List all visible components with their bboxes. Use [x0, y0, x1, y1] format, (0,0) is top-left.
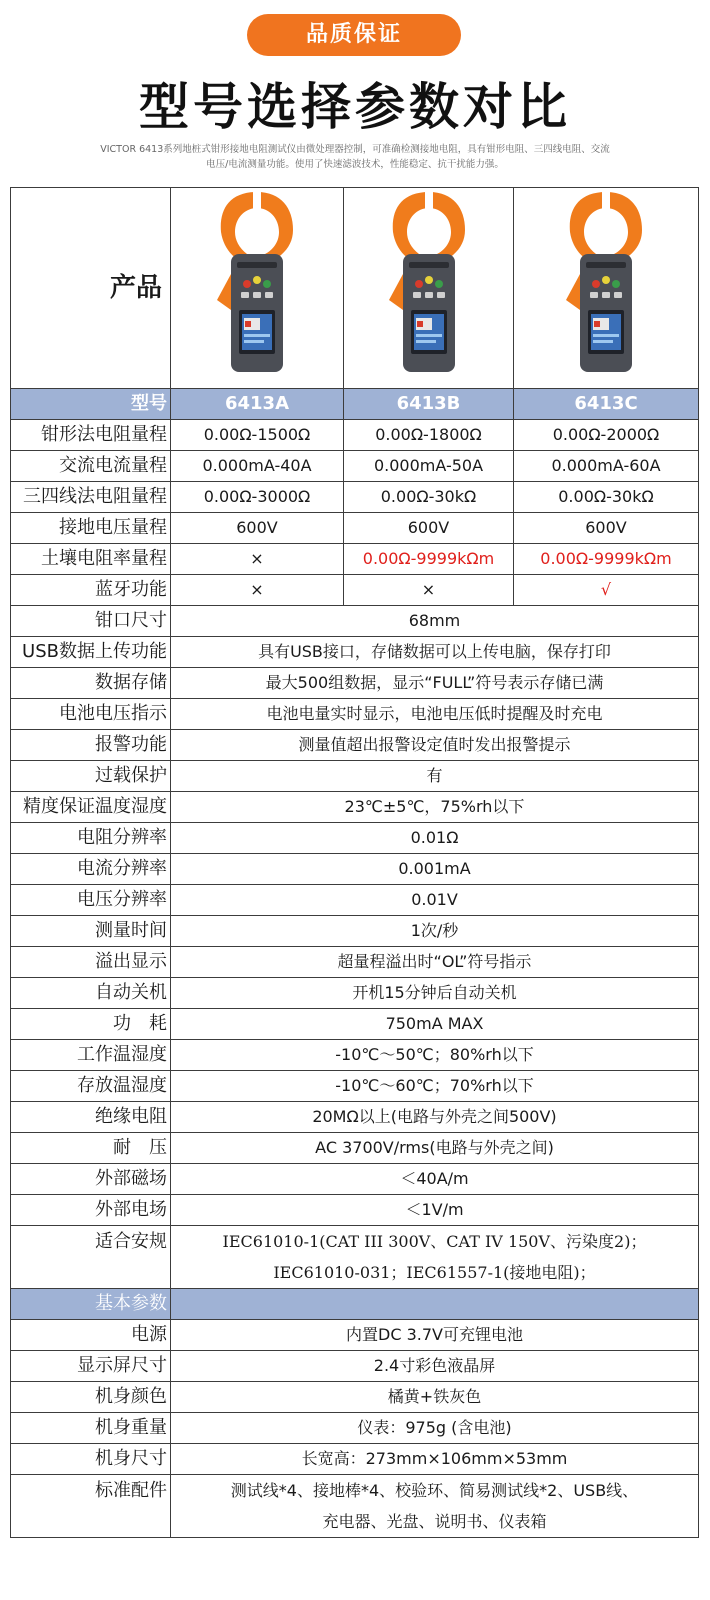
spec-value: 0.000mA-40A — [171, 451, 344, 482]
spec-value: 0.01V — [171, 885, 699, 916]
spec-value: 0.00Ω-2000Ω — [514, 420, 699, 451]
spec-row — [11, 668, 699, 699]
spec-label: 数据存储 — [11, 668, 171, 699]
spec-row — [11, 854, 699, 885]
product-image-6413a — [171, 188, 344, 389]
spec-value: 最大500组数据，显示“FULL”符号表示存储已满 — [171, 668, 699, 699]
spec-value: × — [344, 575, 514, 606]
spec-row — [11, 916, 699, 947]
spec-label: 蓝牙功能 — [11, 575, 171, 606]
spec-value: 0.00Ω-1800Ω — [344, 420, 514, 451]
spec-row — [11, 1133, 699, 1164]
spec-row — [11, 1382, 699, 1413]
clamp-meter-illustration — [556, 188, 656, 388]
spec-value: 2.4寸彩色液晶屏 — [171, 1351, 699, 1382]
accessories-row — [11, 1475, 699, 1538]
spec-value: 0.00Ω-9999kΩm — [514, 544, 699, 575]
spec-value: 20MΩ以上(电路与外壳之间500V) — [171, 1102, 699, 1133]
clamp-meter-illustration — [379, 188, 479, 388]
spec-label: 标准配件 — [11, 1475, 171, 1538]
spec-label: 机身尺寸 — [11, 1444, 171, 1475]
intro-line-2: 电压/电流测量功能。使用了快速滤波技术，性能稳定、抗干扰能力强。 — [206, 159, 504, 170]
spec-value: 长宽高：273mm×106mm×53mm — [171, 1444, 699, 1475]
spec-value: -10℃～50℃；80%rh以下 — [171, 1040, 699, 1071]
spec-label: 绝缘电阻 — [11, 1102, 171, 1133]
spec-row — [11, 699, 699, 730]
spec-value: 600V — [171, 513, 344, 544]
product-label: 产品 — [11, 188, 171, 389]
spec-row — [11, 1040, 699, 1071]
spec-label: 电池电压指示 — [11, 699, 171, 730]
spec-value: 0.00Ω-1500Ω — [171, 420, 344, 451]
spec-label: 精度保证温度湿度 — [11, 792, 171, 823]
spec-label: USB数据上传功能 — [11, 637, 171, 668]
spec-row — [11, 1164, 699, 1195]
spec-label: 交流电流量程 — [11, 451, 171, 482]
spec-label: 接地电压量程 — [11, 513, 171, 544]
spec-row — [11, 451, 699, 482]
safety-line: IEC61010-1(CAT III 300V、CAT IV 150V、污染度2)； — [222, 1232, 647, 1251]
spec-row — [11, 575, 699, 606]
model-row — [11, 389, 699, 420]
spec-label: 电源 — [11, 1320, 171, 1351]
spec-label: 报警功能 — [11, 730, 171, 761]
spec-value: 0.001mA — [171, 854, 699, 885]
spec-value: 1次/秒 — [171, 916, 699, 947]
spec-value: 23℃±5℃，75%rh以下 — [171, 792, 699, 823]
spec-row — [11, 730, 699, 761]
spec-value: 测量值超出报警设定值时发出报警提示 — [171, 730, 699, 761]
spec-label: 功 耗 — [11, 1009, 171, 1040]
accessory-line: 充电器、光盘、说明书、仪表箱 — [322, 1512, 547, 1531]
spec-row — [11, 823, 699, 854]
model-cell: 6413A — [171, 389, 344, 420]
spec-label: 溢出显示 — [11, 947, 171, 978]
spec-value: 0.00Ω-30kΩ — [514, 482, 699, 513]
spec-value: 橘黄+铁灰色 — [171, 1382, 699, 1413]
spec-value: 0.00Ω-30kΩ — [344, 482, 514, 513]
spec-value: 0.000mA-50A — [344, 451, 514, 482]
spec-label: 电阻分辨率 — [11, 823, 171, 854]
spec-row — [11, 544, 699, 575]
spec-row — [11, 1009, 699, 1040]
spec-value: × — [171, 575, 344, 606]
spec-label: 自动关机 — [11, 978, 171, 1009]
spec-label: 三四线法电阻量程 — [11, 482, 171, 513]
spec-value: 0.01Ω — [171, 823, 699, 854]
section-header: 基本参数 — [11, 1289, 171, 1320]
product-row — [11, 188, 699, 389]
spec-row — [11, 978, 699, 1009]
spec-value: 超量程溢出时“OL”符号指示 — [171, 947, 699, 978]
spec-table — [10, 187, 699, 1538]
spec-value: 有 — [171, 761, 699, 792]
model-label: 型号 — [11, 389, 171, 420]
spec-label: 存放温湿度 — [11, 1071, 171, 1102]
spec-label: 机身重量 — [11, 1413, 171, 1444]
safety-row — [11, 1226, 699, 1289]
spec-row — [11, 1351, 699, 1382]
spec-value — [171, 1475, 699, 1538]
spec-label: 机身颜色 — [11, 1382, 171, 1413]
spec-value: -10℃～60℃；70%rh以下 — [171, 1071, 699, 1102]
spec-label: 过载保护 — [11, 761, 171, 792]
spec-value: ＜1V/m — [171, 1195, 699, 1226]
product-image-6413b — [344, 188, 514, 389]
spec-row — [11, 947, 699, 978]
spec-label: 显示屏尺寸 — [11, 1351, 171, 1382]
spec-row — [11, 420, 699, 451]
spec-value: 开机15分钟后自动关机 — [171, 978, 699, 1009]
product-image-6413c — [514, 188, 699, 389]
spec-label: 外部电场 — [11, 1195, 171, 1226]
intro-line-1: VICTOR 6413系列地桩式钳形接地电阻测试仪由微处理器控制，可准确检测接地电阻，具有钳形电阻、三四线电阻、交流 — [100, 144, 610, 155]
spec-value: 600V — [344, 513, 514, 544]
spec-value: 0.000mA-60A — [514, 451, 699, 482]
spec-value: ＜40A/m — [171, 1164, 699, 1195]
spec-value: 0.00Ω-9999kΩm — [344, 544, 514, 575]
spec-value: 仪表：975g (含电池) — [171, 1413, 699, 1444]
model-cell: 6413C — [514, 389, 699, 420]
spec-row — [11, 1320, 699, 1351]
accessory-line: 测试线*4、接地棒*4、校验环、简易测试线*2、USB线、 — [230, 1481, 639, 1500]
spec-label: 耐 压 — [11, 1133, 171, 1164]
spec-value: 0.00Ω-3000Ω — [171, 482, 344, 513]
clamp-meter-illustration — [207, 188, 307, 388]
spec-value: 内置DC 3.7V可充锂电池 — [171, 1320, 699, 1351]
basic-params-header — [11, 1289, 699, 1320]
spec-row — [11, 513, 699, 544]
spec-value: 68mm — [171, 606, 699, 637]
spec-label: 钳口尺寸 — [11, 606, 171, 637]
spec-row — [11, 1444, 699, 1475]
spec-value: 具有USB接口，存储数据可以上传电脑，保存打印 — [171, 637, 699, 668]
quality-badge: 品质保证 — [247, 14, 461, 56]
spec-row — [11, 1413, 699, 1444]
spec-label: 外部磁场 — [11, 1164, 171, 1195]
spec-value: × — [171, 544, 344, 575]
section-header-fill — [171, 1289, 699, 1320]
spec-value: AC 3700V/rms(电路与外壳之间) — [171, 1133, 699, 1164]
spec-row — [11, 792, 699, 823]
spec-label: 钳形法电阻量程 — [11, 420, 171, 451]
spec-value: 电池电量实时显示，电池电压低时提醒及时充电 — [171, 699, 699, 730]
spec-row — [11, 1071, 699, 1102]
spec-label: 测量时间 — [11, 916, 171, 947]
spec-label: 适合安规 — [11, 1226, 171, 1289]
spec-row — [11, 1195, 699, 1226]
intro-text — [40, 142, 670, 172]
spec-label: 工作温湿度 — [11, 1040, 171, 1071]
spec-value: 600V — [514, 513, 699, 544]
spec-label: 电流分辨率 — [11, 854, 171, 885]
spec-label: 土壤电阻率量程 — [11, 544, 171, 575]
spec-row — [11, 1102, 699, 1133]
spec-row — [11, 885, 699, 916]
spec-row — [11, 761, 699, 792]
page-title: 型号选择参数对比 — [139, 78, 571, 136]
spec-value: √ — [514, 575, 699, 606]
spec-row — [11, 606, 699, 637]
safety-line: IEC61010-031；IEC61557-1(接地电阻)； — [273, 1263, 596, 1282]
spec-value — [171, 1226, 699, 1289]
spec-row — [11, 482, 699, 513]
spec-value: 750mA MAX — [171, 1009, 699, 1040]
model-cell: 6413B — [344, 389, 514, 420]
spec-row — [11, 637, 699, 668]
spec-label: 电压分辨率 — [11, 885, 171, 916]
